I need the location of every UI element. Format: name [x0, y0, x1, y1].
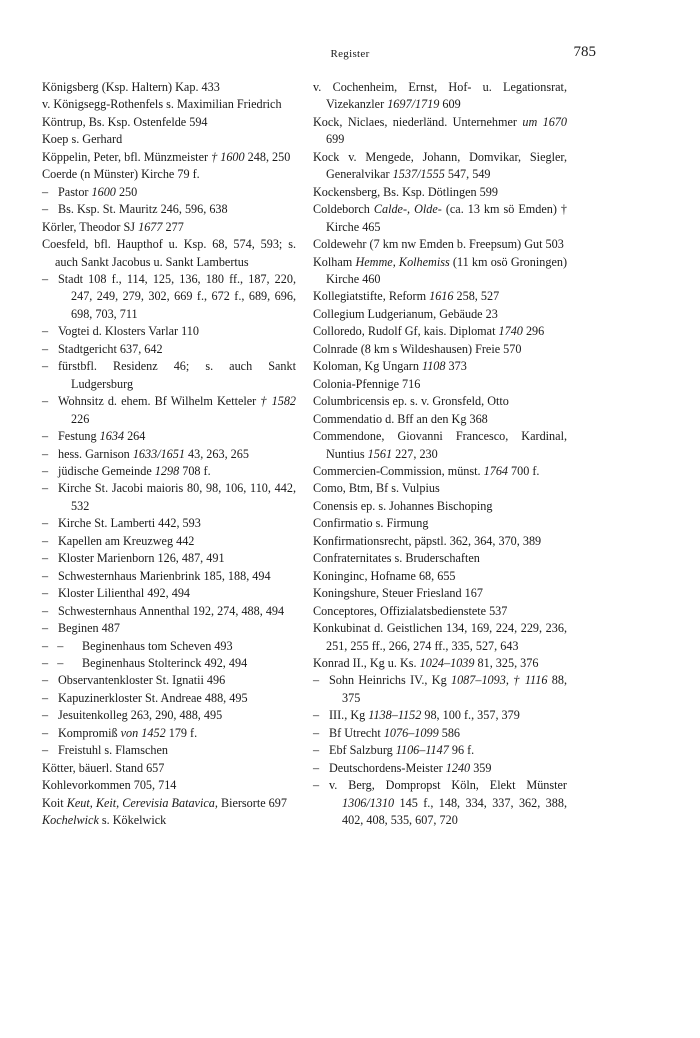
subentry-dash: –: [42, 481, 49, 496]
index-entry-text: v. Berg, Dompropst Köln, Elekt Münster: [329, 778, 567, 793]
index-entry-text: Koep s. Gerhard: [42, 132, 123, 147]
index-entry-italic: 1600: [91, 184, 116, 199]
index-entry-text: Como, Btm, Bf s. Vulpius: [313, 481, 440, 496]
subentry-dash: –: [42, 568, 49, 583]
index-entry-text: Coldeborch: [313, 202, 374, 217]
index-entry-text: 699: [326, 132, 345, 147]
index-entry-text: 296: [522, 324, 545, 339]
index-entry-italic: Keut, Keit, Cerevisia Batavica,: [66, 795, 218, 810]
index-entry: [42, 358, 296, 393]
index-entry-text: Kötter, bäuerl. Stand 657: [42, 760, 165, 775]
running-header-title: Register: [330, 48, 370, 60]
index-entry: [42, 760, 296, 777]
index-entry: [42, 585, 296, 602]
index-entry: [313, 550, 567, 567]
index-entry: [42, 550, 296, 567]
index-entry-text: Konfirmationsrecht, päpstl. 362, 364, 370, 389: [313, 533, 542, 548]
index-entry: [313, 568, 567, 585]
index-entry-text: Commendone, Giovanni Francesco, Kardinal, Nuntius: [313, 429, 567, 461]
index-entry: [42, 725, 296, 742]
subentry-dash: –: [42, 429, 49, 444]
index-entry-text: Columbricensis ep. s. v. Gronsfeld, Otto: [313, 394, 509, 409]
index-entry-text: Stadt 108 f., 114, 125, 136, 180 ff., 187, 220, 247, 249, 279, 302, 669 f., 672 f., 689, 696, 698, 703, 711: [58, 271, 296, 321]
index-entry-text: 373: [445, 359, 467, 374]
index-entry: [42, 795, 296, 812]
index-entry-italic: 1740: [498, 324, 523, 339]
index-entry-text: 88, 375: [342, 673, 567, 705]
index-entry: [42, 428, 296, 445]
index-entry: [313, 498, 567, 515]
index-entry-text: Köntrup, Bs. Ksp. Ostenfelde 594: [42, 114, 208, 129]
index-entry-italic: 1537/1555: [392, 167, 445, 182]
index-entry-italic: Hemme, Kolhemiss: [355, 254, 450, 269]
index-entry-text: (11 km osö Groningen) Kirche 460: [326, 254, 568, 286]
subentry-dash: –: [313, 743, 320, 758]
index-entry-text: Kirche St. Lamberti 442, 593: [58, 516, 201, 531]
index-entry: [313, 428, 567, 463]
subentry-dash: –: [42, 586, 49, 601]
index-entry-text: 81, 325, 376: [474, 655, 539, 670]
index-entry-text: Koit: [42, 795, 67, 810]
subentry-dash: –: [313, 760, 320, 775]
index-entry-text: 586: [438, 725, 460, 740]
index-entry: [313, 760, 567, 777]
index-entry-text: Kapuzinerkloster St. Andreae 488, 495: [58, 690, 248, 705]
index-entry-italic: 1138–1152: [368, 708, 422, 723]
index-entry-text: Kock, Niclaes, niederländ. Unternehmer: [313, 114, 523, 129]
index-entry: [313, 341, 567, 358]
index-entry-text: Pastor: [58, 184, 92, 199]
index-entry-text: Kapellen am Kreuzweg 442: [58, 533, 195, 548]
index-entry-italic: 1634: [99, 429, 125, 444]
subentry-dash: –: [313, 778, 320, 793]
index-entry: [42, 672, 296, 689]
index-entry-text: fürstbfl. Residenz 46; s. auch Sankt Ludgersburg: [58, 359, 296, 391]
index-column-left: [42, 79, 296, 829]
index-entry-text: Confirmatio s. Firmung: [313, 516, 429, 531]
subentry-dash: –: [42, 359, 49, 374]
index-entry: [42, 568, 296, 585]
index-entry: [313, 777, 567, 829]
index-entry-text: Bs. Ksp. St. Mauritz 246, 596, 638: [58, 202, 228, 217]
index-entry-text: Köppelin, Peter, bfl. Münzmeister: [42, 149, 212, 164]
index-entry: [42, 533, 296, 550]
index-entry-text: Wohnsitz d. ehem. Bf Wilhelm Ketteler: [58, 394, 261, 409]
index-entry-text: Coesfeld, bfl. Haupthof u. Ksp. 68, 574, 593; s. auch Sankt Jacobus u. Sankt Lambertus: [42, 237, 296, 269]
index-entry-text: Deutschordens-Meister: [329, 760, 446, 775]
index-entry: [313, 585, 567, 602]
index-entry-text: Kohlevorkommen 705, 714: [42, 778, 177, 793]
index-entry-text: Koningshure, Steuer Friesland 167: [313, 586, 483, 601]
index-entry-text: Sohn Heinrichs IV., Kg: [329, 673, 451, 688]
index-entry: [313, 79, 567, 114]
subentry-dash: –: [42, 621, 49, 636]
index-entry-text: Biersorte 697: [217, 795, 287, 810]
index-entry: [42, 690, 296, 707]
index-entry-text: Schwesternhaus Annenthal 192, 274, 488, 494: [58, 603, 285, 618]
index-entry-text: 179 f.: [165, 725, 198, 740]
index-entry-italic: 1697/1719: [387, 97, 440, 112]
index-entry-italic: von 1452: [120, 725, 166, 740]
index-entry-text: Coldewehr (7 km nw Emden b. Freepsum) Gut 503: [313, 237, 564, 252]
subentry-dash: –: [42, 341, 49, 356]
index-entry-text: Beginen 487: [58, 621, 120, 636]
index-entry: [42, 79, 296, 96]
index-entry-text: Kolham: [313, 254, 356, 269]
index-entry: [42, 149, 296, 166]
index-entry-text: v. Cochenheim, Ernst, Hof- u. Legationsrat, Vizekanzler: [313, 80, 567, 112]
subentry-dash: –: [42, 743, 49, 758]
index-entry: [42, 131, 296, 148]
index-entry: [42, 236, 296, 271]
subentry-dash: –: [42, 603, 49, 618]
index-entry-italic: 1561: [367, 446, 393, 461]
index-entry-italic: 1298: [154, 463, 180, 478]
index-entry-text: Freistuhl s. Flamschen: [58, 743, 169, 758]
index-entry: [42, 480, 296, 515]
index-entry-text: 226: [71, 411, 90, 426]
index-entry-text: III., Kg: [329, 708, 369, 723]
index-entry-text: 250: [115, 184, 138, 199]
index-entry-text: Kloster Lilienthal 492, 494: [58, 586, 191, 601]
index-entry: [42, 638, 296, 655]
index-entry: [313, 411, 567, 428]
index-entry-text: Kock v. Mengede, Johann, Domvikar, Siegler, Generalvikar: [313, 149, 567, 182]
index-entry: [42, 463, 296, 480]
index-entry-text: Ebf Salzburg: [329, 743, 396, 758]
index-entry-text: jüdische Gemeinde: [58, 463, 155, 478]
index-entry-text: Beginenhaus Stolterinck 492, 494: [82, 655, 248, 670]
index-entry-text: 700 f.: [508, 463, 540, 478]
index-entry-text: Koloman, Kg Ungarn: [313, 359, 422, 374]
index-entry: [42, 742, 296, 759]
index-entry: [313, 672, 567, 707]
index-entry-text: 609: [439, 97, 461, 112]
index-entry-text: Kloster Marienborn 126, 487, 491: [58, 551, 225, 566]
index-entry-text: Commercien-Commission, münst.: [313, 463, 484, 478]
index-entry: [42, 166, 296, 183]
index-entry: [313, 114, 567, 149]
index-entry-italic: 1306/1310: [342, 795, 395, 810]
subentry-dash: –: [42, 708, 49, 723]
index-entry: [42, 341, 296, 358]
index-entry-italic: um 1670: [522, 114, 567, 129]
index-entry: [42, 777, 296, 794]
subentry-dash: –: [42, 184, 49, 199]
index-entry-text: Königsberg (Ksp. Haltern) Kap. 433: [42, 80, 220, 94]
index-entry: [42, 271, 296, 323]
index-entry: [313, 376, 567, 393]
index-entry-italic: 1240: [445, 760, 471, 775]
index-entry: [313, 149, 567, 184]
index-entry: [313, 393, 567, 410]
index-entry-text: 258, 527: [453, 289, 500, 304]
index-entry-italic: † 1600: [211, 149, 245, 164]
index-entry-text: Vogtei d. Klosters Varlar 110: [58, 324, 199, 339]
subentry-dash: –: [313, 673, 320, 688]
index-entry-text: 708 f.: [179, 463, 211, 478]
index-entry-text: Festung: [58, 429, 100, 444]
index-entry: [42, 201, 296, 218]
index-entry: [313, 184, 567, 201]
subentry-dash: –: [42, 271, 49, 286]
index-entry-text: Kirche St. Jacobi maioris 80, 98, 106, 110, 442, 532: [58, 481, 296, 513]
index-entry: [313, 620, 567, 655]
index-entry-italic: 1024–1039: [419, 655, 475, 670]
index-entry-text: Observantenkloster St. Ignatii 496: [58, 673, 226, 688]
index-entry-text: 98, 100 f., 357, 379: [421, 708, 520, 723]
subentry-dash: –: [42, 725, 49, 740]
page-number: 785: [573, 44, 596, 60]
index-entry-text: Jesuitenkolleg 263, 290, 488, 495: [58, 708, 223, 723]
subentry-dash: –: [42, 551, 49, 566]
index-entry-text: Konrad II., Kg u. Ks.: [313, 655, 420, 670]
index-entry: [42, 446, 296, 463]
index-entry-text: Confraternitates s. Bruderschaften: [313, 551, 480, 566]
index-entry: [42, 393, 296, 428]
index-entry: [313, 323, 567, 340]
index-entry: [42, 323, 296, 340]
index-entry: [313, 515, 567, 532]
index-entry-text: 277: [162, 219, 184, 234]
index-entry: [313, 254, 567, 289]
index-entry-text: Conensis ep. s. Johannes Bischoping: [313, 498, 493, 513]
index-entry-text: 248, 250: [244, 149, 291, 164]
subentry-dash: – –: [42, 655, 64, 670]
index-entry-italic: 1076–1099: [383, 725, 439, 740]
subentry-dash: –: [42, 533, 49, 548]
index-entry-italic: 1106–1147: [395, 743, 449, 758]
index-entry-text: 359: [470, 760, 492, 775]
index-entry-text: Colloredo, Rudolf Gf, kais. Diplomat: [313, 324, 499, 339]
subentry-dash: –: [42, 690, 49, 705]
index-entry: [313, 358, 567, 375]
index-entry: [313, 201, 567, 236]
index-entry: [313, 480, 567, 497]
index-entry-text: Colnrade (8 km s Wildeshausen) Freie 570: [313, 341, 522, 356]
index-entry-text: Kompromiß: [58, 725, 121, 740]
index-entry-text: 96 f.: [448, 743, 475, 758]
index-entry: [313, 288, 567, 305]
index-entry: [42, 219, 296, 236]
index-entry-text: s. Kökelwick: [98, 813, 167, 828]
index-entry: [313, 306, 567, 323]
subentry-dash: –: [42, 324, 49, 339]
index-entry: [42, 184, 296, 201]
index-entry-text: Kockensberg, Bs. Ksp. Dötlingen 599: [313, 184, 498, 199]
index-entry-text: 264: [124, 429, 146, 444]
index-entry-text: v. Königsegg-Rothenfels s. Maximilian Friedrich: [42, 97, 282, 112]
index-entry: [42, 655, 296, 672]
index-entry: [313, 655, 567, 672]
index-entry-italic: 1087–1093, † 1116: [450, 673, 548, 688]
index-entry: [313, 236, 567, 253]
subentry-dash: –: [42, 463, 49, 478]
index-entry: [313, 742, 567, 759]
index-entry: [313, 603, 567, 620]
index-entry-text: hess. Garnison: [58, 446, 133, 461]
index-entry: [313, 707, 567, 724]
index-entry-text: Schwesternhaus Marienbrink 185, 188, 494: [58, 568, 271, 583]
index-entry-text: 43, 263, 265: [184, 446, 249, 461]
index-entry: [42, 812, 296, 829]
index-entry-italic: 1677: [138, 219, 163, 234]
index-entry: [42, 114, 296, 131]
index-entry-italic: † 1582: [260, 394, 297, 409]
index-entry-text: 547, 549: [444, 167, 491, 182]
index-entry-text: Kollegiatstifte, Reform: [313, 289, 430, 304]
index-entry: [42, 603, 296, 620]
index-entry-text: Beginenhaus tom Scheven 493: [82, 638, 233, 653]
subentry-dash: –: [42, 673, 49, 688]
index-entry-text: Koninginc, Hofname 68, 655: [313, 568, 456, 583]
index-entry-italic: Calde-, Olde-: [373, 202, 442, 217]
index-entry-text: (ca. 13 km sö Emden) † Kirche 465: [326, 202, 567, 234]
index-entry: [42, 620, 296, 637]
index-entry-text: Bf Utrecht: [329, 725, 384, 740]
subentry-dash: –: [313, 708, 320, 723]
subentry-dash: –: [42, 394, 49, 409]
index-entry-italic: Kochelwick: [42, 813, 99, 828]
index-entry-text: Coerde (n Münster) Kirche 79 f.: [42, 167, 200, 182]
index-entry-text: Collegium Ludgerianum, Gebäude 23: [313, 306, 498, 321]
index-entry-italic: 1764: [483, 463, 508, 478]
subentry-dash: –: [42, 516, 49, 531]
index-entry: [42, 515, 296, 532]
index-column-right: [313, 79, 567, 829]
index-entry-italic: 1616: [429, 289, 454, 304]
index-entry-italic: 1633/1651: [132, 446, 185, 461]
subentry-dash: –: [313, 725, 320, 740]
index-entry: [42, 96, 296, 113]
subentry-dash: – –: [42, 638, 64, 653]
index-entry: [313, 725, 567, 742]
subentry-dash: –: [42, 446, 49, 461]
index-entry-text: Stadtgericht 637, 642: [58, 341, 163, 356]
index-entry-italic: 1108: [422, 359, 446, 374]
index-entry: [42, 707, 296, 724]
index-entry: [313, 533, 567, 550]
index-entry-text: Konkubinat d. Geistlichen 134, 169, 224, 229, 236, 251, 255 ff., 266, 274 ff., 335, 527, 643: [313, 621, 567, 653]
index-entry-text: Conceptores, Offizialatsbedienstete 537: [313, 603, 508, 618]
index-entry-text: Körler, Theodor SJ: [42, 219, 139, 234]
index-entry-text: 145 f., 148, 334, 337, 362, 388, 402, 408, 535, 607, 720: [342, 795, 567, 828]
index-entry: [313, 463, 567, 480]
index-entry-text: Colonia-Pfennige 716: [313, 376, 421, 391]
index-entry-text: 227, 230: [392, 446, 438, 461]
index-entry-text: Commendatio d. Bff an den Kg 368: [313, 411, 488, 426]
subentry-dash: –: [42, 202, 49, 217]
